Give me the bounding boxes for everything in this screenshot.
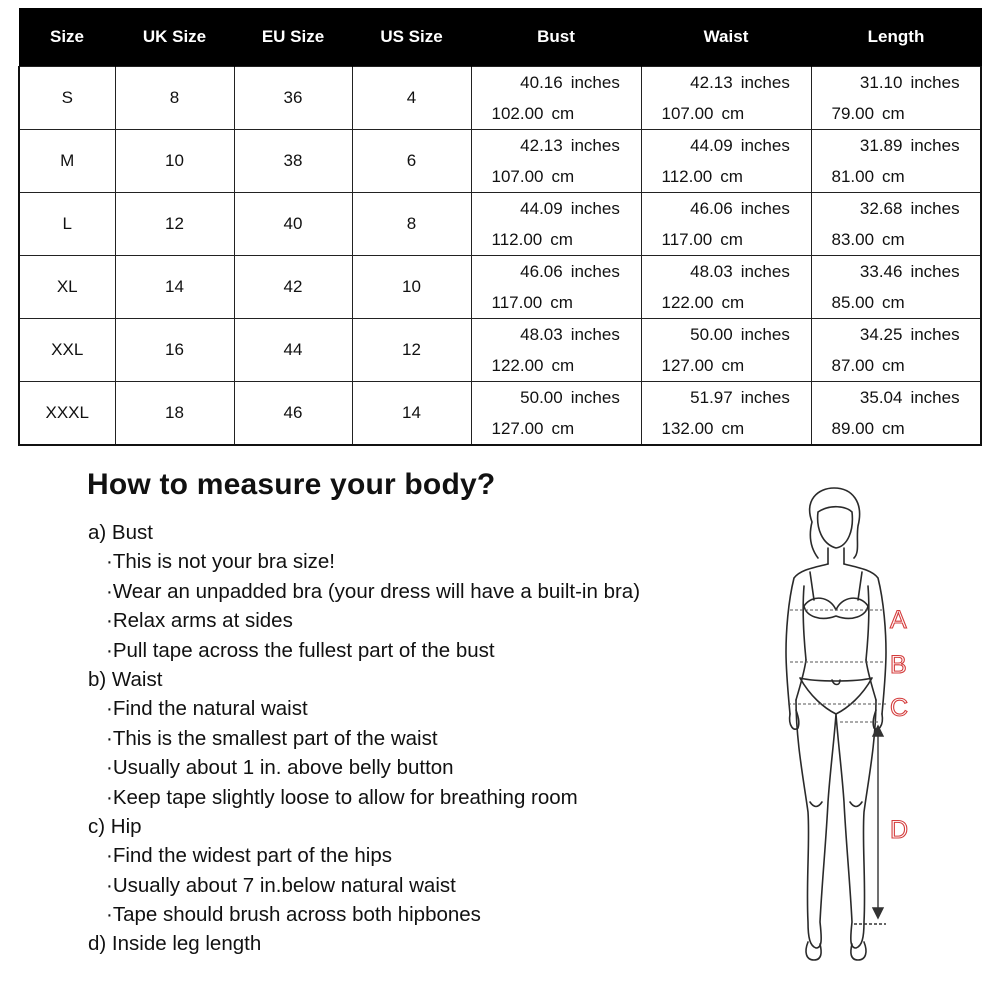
unit-inches: inches	[570, 261, 620, 281]
bust-cm-value: 112.00	[491, 229, 543, 249]
header-size: Size	[19, 8, 115, 67]
table-row	[19, 130, 981, 193]
length-inches-value: 33.46	[859, 261, 903, 281]
cell-us-size	[352, 130, 471, 193]
unit-cm: cm	[882, 166, 905, 186]
size-label: L	[62, 214, 72, 233]
cell-size	[19, 319, 115, 382]
waist-inches-value: 50.00	[690, 324, 733, 344]
cell-size	[19, 67, 115, 130]
size-label: XXL	[51, 340, 84, 359]
cell-eu-size	[234, 130, 352, 193]
length-inches-value: 35.04	[859, 387, 903, 407]
instruction-bullet: ·Find the natural waist	[106, 697, 308, 721]
cell-bust	[471, 256, 641, 319]
eu-size-value: 42	[283, 277, 303, 296]
cell-length	[811, 382, 981, 446]
length-inches-value: 34.25	[859, 324, 903, 344]
cell-us-size	[352, 193, 471, 256]
cell-length	[811, 130, 981, 193]
cell-us-size	[352, 319, 471, 382]
unit-inches: inches	[740, 324, 790, 344]
instruction-bullet: ·Find the widest part of the hips	[106, 844, 393, 868]
measure-guide-title: How to measure your body?	[87, 468, 496, 501]
torso-outline	[786, 564, 886, 714]
unit-cm: cm	[550, 229, 573, 249]
bust-cm-value: 127.00	[491, 418, 544, 438]
cell-waist	[641, 130, 811, 193]
bust-cm-value: 102.00	[491, 103, 544, 123]
bust-inches-value: 48.03	[520, 324, 563, 344]
unit-cm: cm	[551, 166, 575, 186]
instruction-heading: b) Waist	[88, 667, 163, 691]
cell-waist	[641, 382, 811, 446]
waist-cm-value: 122.00	[661, 292, 714, 312]
bust-inches-value: 40.16	[520, 72, 563, 92]
unit-cm: cm	[882, 355, 905, 375]
us-size-value: 12	[402, 340, 421, 359]
cell-size	[19, 382, 115, 446]
uk-size-value: 8	[169, 88, 180, 107]
instruction-bullet: ·Pull tape across the fullest part of the bust	[106, 638, 495, 662]
unit-cm: cm	[721, 355, 745, 375]
unit-inches: inches	[570, 198, 620, 218]
unit-inches: inches	[570, 324, 620, 344]
length-cm-value: 85.00	[831, 292, 875, 312]
unit-cm: cm	[721, 292, 745, 312]
body-measurement-figure	[760, 482, 960, 968]
header-us-size: US Size	[352, 8, 471, 67]
cell-eu-size	[234, 67, 352, 130]
header-length: Length	[811, 8, 981, 67]
uk-size-value: 18	[165, 403, 184, 422]
us-size-value: 4	[406, 88, 417, 107]
briefs-outline	[800, 678, 872, 714]
cell-bust	[471, 319, 641, 382]
label-a: A	[890, 606, 907, 634]
unit-cm: cm	[882, 292, 905, 312]
unit-inches: inches	[910, 135, 960, 155]
table-row	[19, 256, 981, 319]
cell-eu-size	[234, 256, 352, 319]
cell-us-size	[352, 67, 471, 130]
uk-size-value: 14	[165, 277, 184, 296]
header-waist: Waist	[641, 8, 811, 67]
cell-us-size	[352, 256, 471, 319]
table-row	[19, 193, 981, 256]
size-label: XL	[56, 277, 78, 296]
length-cm-value: 79.00	[831, 103, 875, 123]
length-inches-value: 31.89	[859, 135, 903, 155]
cell-length	[811, 256, 981, 319]
bust-inches-value: 46.06	[520, 261, 563, 281]
size-label: XXXL	[45, 403, 89, 422]
cell-size	[19, 256, 115, 319]
waist-inches-value: 51.97	[690, 387, 733, 407]
cell-eu-size	[234, 319, 352, 382]
unit-cm: cm	[720, 229, 743, 249]
unit-cm: cm	[551, 355, 575, 375]
cell-length	[811, 193, 981, 256]
waist-cm-value: 132.00	[661, 418, 714, 438]
cell-waist	[641, 319, 811, 382]
length-inches-value: 32.68	[859, 198, 903, 218]
unit-cm: cm	[882, 103, 905, 123]
uk-size-value: 16	[165, 340, 184, 359]
size-label: S	[61, 88, 73, 107]
bust-cm-value: 107.00	[491, 166, 544, 186]
us-size-value: 6	[406, 151, 417, 170]
length-inches-value: 31.10	[859, 72, 903, 92]
face-outline	[818, 507, 853, 548]
label-c: C	[890, 694, 909, 722]
cell-us-size	[352, 382, 471, 446]
unit-inches: inches	[910, 387, 960, 407]
unit-inches: inches	[740, 261, 790, 281]
unit-inches: inches	[570, 135, 620, 155]
cell-uk-size	[115, 67, 234, 130]
eu-size-value: 38	[283, 151, 303, 170]
instruction-bullet: ·This is not your bra size!	[106, 550, 335, 574]
cell-eu-size	[234, 382, 352, 446]
waist-cm-value: 127.00	[661, 355, 714, 375]
cell-length	[811, 319, 981, 382]
instruction-bullet: ·This is the smallest part of the waist	[106, 726, 438, 750]
label-b: B	[890, 651, 907, 679]
unit-inches: inches	[910, 72, 960, 92]
cell-eu-size	[234, 193, 352, 256]
eu-size-value: 44	[283, 340, 303, 359]
bust-cm-value: 122.00	[491, 355, 544, 375]
eu-size-value: 36	[283, 88, 303, 107]
unit-inches: inches	[910, 198, 960, 218]
us-size-value: 14	[402, 403, 421, 422]
measure-instructions	[88, 518, 748, 959]
unit-inches: inches	[740, 198, 790, 218]
unit-cm: cm	[882, 418, 905, 438]
instruction-bullet: ·Usually about 7 in.below natural waist	[106, 873, 456, 897]
legs-outline	[796, 700, 876, 948]
uk-size-value: 12	[165, 214, 184, 233]
unit-inches: inches	[740, 135, 790, 155]
waist-inches-value: 46.06	[690, 198, 733, 218]
waist-inches-value: 48.03	[690, 261, 733, 281]
cell-waist	[641, 256, 811, 319]
bust-inches-value: 50.00	[520, 387, 563, 407]
instruction-heading: a) Bust	[88, 521, 153, 544]
uk-size-value: 10	[165, 151, 184, 170]
header-bust: Bust	[471, 8, 641, 67]
cell-uk-size	[115, 319, 234, 382]
unit-cm: cm	[720, 166, 743, 186]
unit-inches: inches	[910, 261, 960, 281]
table-row	[19, 319, 981, 382]
instruction-bullet: ·Usually about 1 in. above belly button	[106, 756, 454, 780]
instruction-bullet: ·Relax arms at sides	[106, 609, 293, 633]
unit-cm: cm	[550, 292, 573, 312]
unit-cm: cm	[721, 103, 745, 123]
header-uk-size: UK Size	[115, 8, 234, 67]
eu-size-value: 40	[283, 214, 303, 233]
unit-inches: inches	[570, 387, 620, 407]
size-label: M	[60, 151, 75, 170]
cell-size	[19, 130, 115, 193]
arrow-head-down	[873, 908, 883, 918]
unit-inches: inches	[740, 72, 790, 92]
instruction-heading: d) Inside leg length	[88, 932, 262, 956]
size-chart-table	[18, 8, 982, 446]
length-cm-value: 87.00	[831, 355, 875, 375]
waist-cm-value: 107.00	[661, 103, 714, 123]
waist-cm-value: 112.00	[661, 166, 713, 186]
unit-cm: cm	[721, 418, 745, 438]
bra-outline	[804, 572, 868, 618]
instruction-bullet: ·Keep tape slightly loose to allow for breathing room	[106, 785, 578, 809]
cell-uk-size	[115, 256, 234, 319]
us-size-value: 8	[406, 214, 417, 233]
cell-uk-size	[115, 130, 234, 193]
bust-cm-value: 117.00	[491, 292, 543, 312]
cell-bust	[471, 382, 641, 446]
cell-bust	[471, 130, 641, 193]
table-row	[19, 67, 981, 130]
us-size-value: 10	[402, 277, 421, 296]
header-eu-size: EU Size	[234, 8, 352, 67]
unit-cm: cm	[882, 229, 905, 249]
cell-size	[19, 193, 115, 256]
bust-inches-value: 42.13	[520, 135, 563, 155]
unit-cm: cm	[551, 418, 575, 438]
cell-uk-size	[115, 382, 234, 446]
waist-cm-value: 117.00	[661, 229, 713, 249]
table-body	[19, 67, 981, 446]
table-row	[19, 382, 981, 446]
length-cm-value: 83.00	[831, 229, 875, 249]
cell-waist	[641, 67, 811, 130]
table-header-row	[19, 8, 981, 67]
instruction-bullet: ·Tape should brush across both hipbones	[106, 903, 481, 927]
eu-size-value: 46	[283, 403, 303, 422]
instruction-bullet: ·Wear an unpadded bra (your dress will have a built-in bra)	[106, 579, 641, 603]
cell-length	[811, 67, 981, 130]
cell-waist	[641, 193, 811, 256]
bust-inches-value: 44.09	[520, 198, 563, 218]
cell-uk-size	[115, 193, 234, 256]
waist-inches-value: 42.13	[690, 72, 733, 92]
cell-bust	[471, 193, 641, 256]
label-d: D	[890, 816, 909, 844]
instruction-heading: c) Hip	[88, 814, 142, 838]
unit-inches: inches	[740, 387, 790, 407]
length-cm-value: 81.00	[831, 166, 875, 186]
waist-inches-value: 44.09	[690, 135, 733, 155]
cell-bust	[471, 67, 641, 130]
unit-inches: inches	[570, 72, 620, 92]
unit-cm: cm	[551, 103, 575, 123]
length-cm-value: 89.00	[831, 418, 875, 438]
unit-inches: inches	[910, 324, 960, 344]
